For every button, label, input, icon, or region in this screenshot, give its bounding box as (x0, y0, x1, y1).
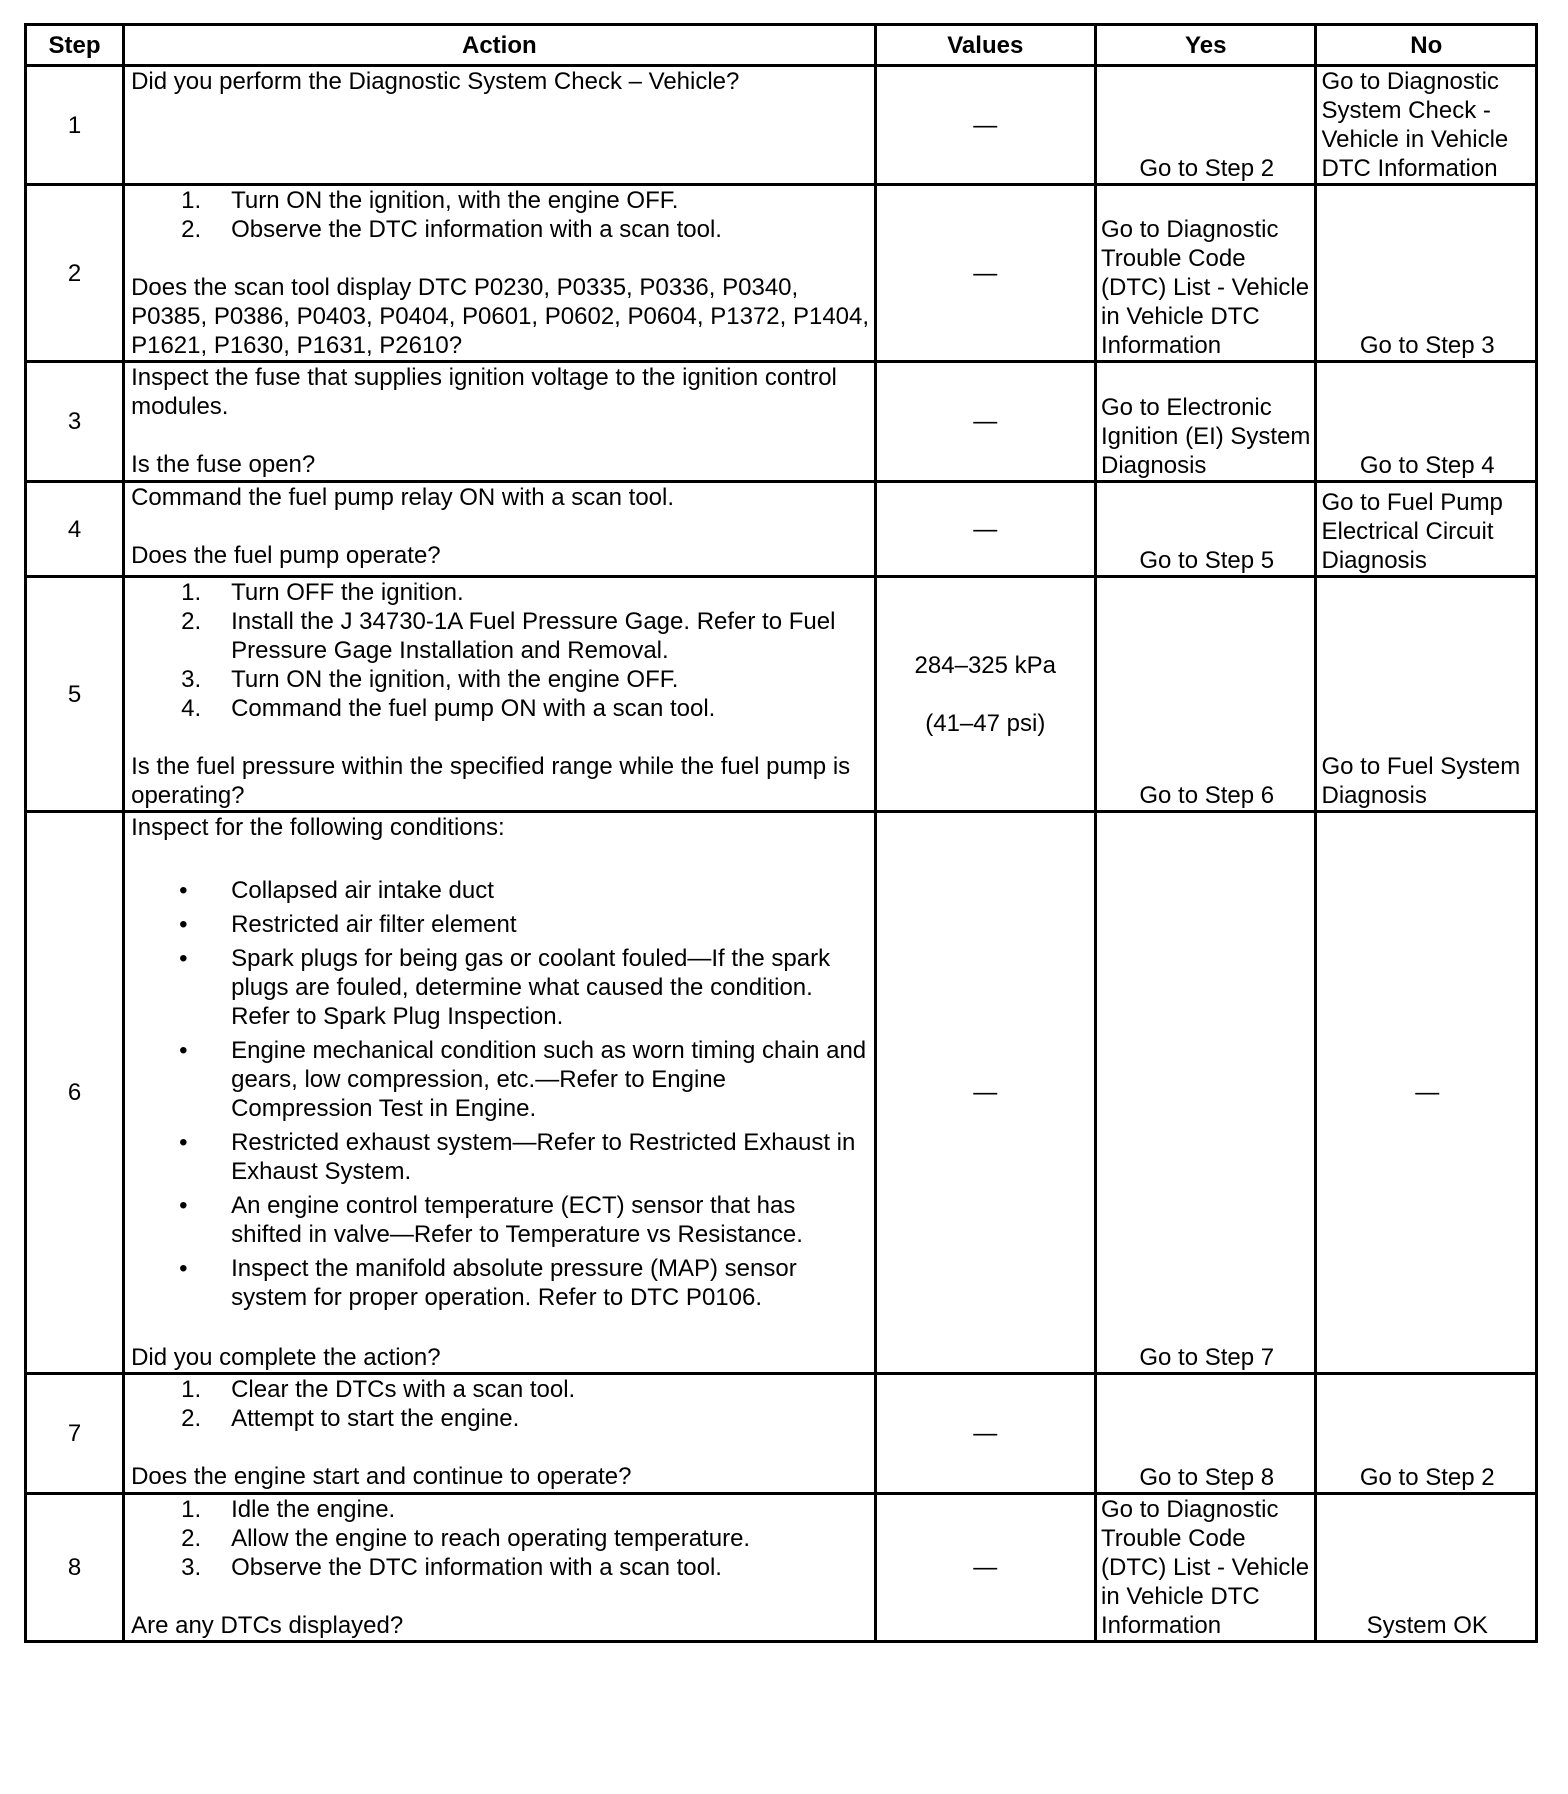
value-cell: — (875, 482, 1095, 577)
step-number: 4 (26, 482, 124, 577)
list-item: 3. Observe the DTC information with a scan tool. (181, 1554, 722, 1581)
list-item: 1. Turn ON the ignition, with the engine OFF. (181, 187, 679, 214)
table-row (26, 185, 1537, 362)
action-question: Does the fuel pump operate? (131, 542, 441, 569)
action-cell (124, 812, 875, 1374)
table-row (26, 577, 1537, 812)
action-question: Does the scan tool display DTC P0230, P0335, P0336, P0340, P0385, P0386, P0403, P0404, P0601, P0602, P0604, P1372, P1404, P1621, P1630, P1631, P2610? (131, 274, 870, 359)
list-item: • Restricted exhaust system—Refer to Restricted Exhaust in Exhaust System. (179, 1129, 856, 1185)
action-intro: Inspect for the following conditions: (131, 814, 505, 841)
table-row (26, 1374, 1537, 1494)
value-cell: — (875, 185, 1095, 362)
list-item: • Spark plugs for being gas or coolant fouled—If the spark plugs are fouled, determine what caused the condition. Refer to Spark Plug Inspection. (179, 945, 831, 1030)
yes-cell: Go to Step 7 (1096, 812, 1316, 1374)
header-action: Action (124, 25, 875, 66)
action-cell (124, 66, 875, 185)
action-question: Is the fuel pressure within the specified range while the fuel pump is operating? (131, 753, 851, 809)
list-item: 2. Attempt to start the engine. (181, 1405, 520, 1432)
list-item: 4. Command the fuel pump ON with a scan tool. (181, 695, 716, 722)
step-number: 6 (26, 812, 124, 1374)
action-intro: Inspect the fuse that supplies ignition voltage to the ignition control modules. (131, 364, 837, 420)
no-cell: System OK (1316, 1494, 1537, 1642)
diagnostic-table (24, 23, 1538, 1643)
list-item: • Engine mechanical condition such as worn timing chain and gears, low compression, etc.—Refer to Engine Compression Test in Engine. (179, 1037, 867, 1122)
list-item: • Collapsed air intake duct (179, 877, 494, 904)
yes-cell: Go to Diagnostic Trouble Code (DTC) List - Vehicle in Vehicle DTC Information (1096, 185, 1316, 362)
action-question: Is the fuse open? (131, 451, 316, 478)
no-cell: Go to Diagnostic System Check - Vehicle in Vehicle DTC Information (1316, 66, 1537, 185)
header-step: Step (26, 25, 124, 66)
yes-cell: Go to Electronic Ignition (EI) System Diagnosis (1096, 362, 1316, 482)
list-item: 1. Clear the DTCs with a scan tool. (181, 1376, 576, 1403)
list-item: 1. Turn OFF the ignition. (181, 579, 464, 606)
value-cell: — (875, 812, 1095, 1374)
yes-cell: Go to Diagnostic Trouble Code (DTC) List - Vehicle in Vehicle DTC Information (1096, 1494, 1316, 1642)
step-number: 5 (26, 577, 124, 812)
action-cell (124, 1374, 875, 1494)
yes-cell: Go to Step 6 (1096, 577, 1316, 812)
action-intro: Command the fuel pump relay ON with a scan tool. (131, 484, 675, 511)
step-number: 1 (26, 66, 124, 185)
value-cell: — (875, 362, 1095, 482)
value-kpa: 284–325 kPa (914, 651, 1057, 679)
list-item: • Restricted air filter element (179, 911, 517, 938)
action-cell (124, 577, 875, 812)
no-cell: Go to Step 3 (1316, 185, 1537, 362)
step-number: 3 (26, 362, 124, 482)
no-cell: Go to Step 4 (1316, 362, 1537, 482)
action-steps (131, 1375, 869, 1433)
action-cell (124, 362, 875, 482)
table-row (26, 1494, 1537, 1642)
no-cell: Go to Fuel Pump Electrical Circuit Diagnosis (1316, 482, 1537, 577)
list-item: • Inspect the manifold absolute pressure (MAP) sensor system for proper operation. Refer to DTC P0106. (179, 1255, 797, 1311)
no-cell: Go to Step 2 (1316, 1374, 1537, 1494)
value-cell (875, 577, 1095, 812)
condition-list (131, 876, 869, 1312)
action-steps (131, 578, 869, 723)
header-no: No (1316, 25, 1537, 66)
header-values: Values (875, 25, 1095, 66)
yes-cell: Go to Step 8 (1096, 1374, 1316, 1494)
value-cell: — (875, 66, 1095, 185)
action-cell (124, 1494, 875, 1642)
step-number: 8 (26, 1494, 124, 1642)
no-cell: Go to Fuel System Diagnosis (1316, 577, 1537, 812)
action-question: Did you perform the Diagnostic System Check – Vehicle? (131, 68, 740, 95)
action-question: Does the engine start and continue to operate? (131, 1463, 632, 1490)
step-number: 2 (26, 185, 124, 362)
action-question: Are any DTCs displayed? (131, 1612, 404, 1639)
table-row (26, 482, 1537, 577)
action-question: Did you complete the action? (131, 1344, 441, 1371)
list-item: • An engine control temperature (ECT) sensor that has shifted in valve—Refer to Temperature vs Resistance. (179, 1192, 803, 1248)
action-steps (131, 1495, 869, 1582)
value-psi: (41–47 psi) (925, 709, 1046, 737)
table-row (26, 362, 1537, 482)
list-item: 1. Idle the engine. (181, 1496, 396, 1523)
action-cell (124, 482, 875, 577)
list-item: 2. Observe the DTC information with a scan tool. (181, 216, 722, 243)
yes-cell: Go to Step 2 (1096, 66, 1316, 185)
action-steps (131, 186, 869, 244)
no-cell: — (1316, 812, 1537, 1374)
header-yes: Yes (1096, 25, 1316, 66)
value-cell: — (875, 1374, 1095, 1494)
table-row (26, 66, 1537, 185)
list-item: 3. Turn ON the ignition, with the engine OFF. (181, 666, 679, 693)
value-cell: — (875, 1494, 1095, 1642)
list-item: 2. Install the J 34730-1A Fuel Pressure Gage. Refer to Fuel Pressure Gage Installation and Removal. (181, 608, 836, 664)
table-row (26, 812, 1537, 1374)
header-row (26, 25, 1537, 66)
list-item: 2. Allow the engine to reach operating temperature. (181, 1525, 751, 1552)
yes-cell: Go to Step 5 (1096, 482, 1316, 577)
step-number: 7 (26, 1374, 124, 1494)
action-cell (124, 185, 875, 362)
